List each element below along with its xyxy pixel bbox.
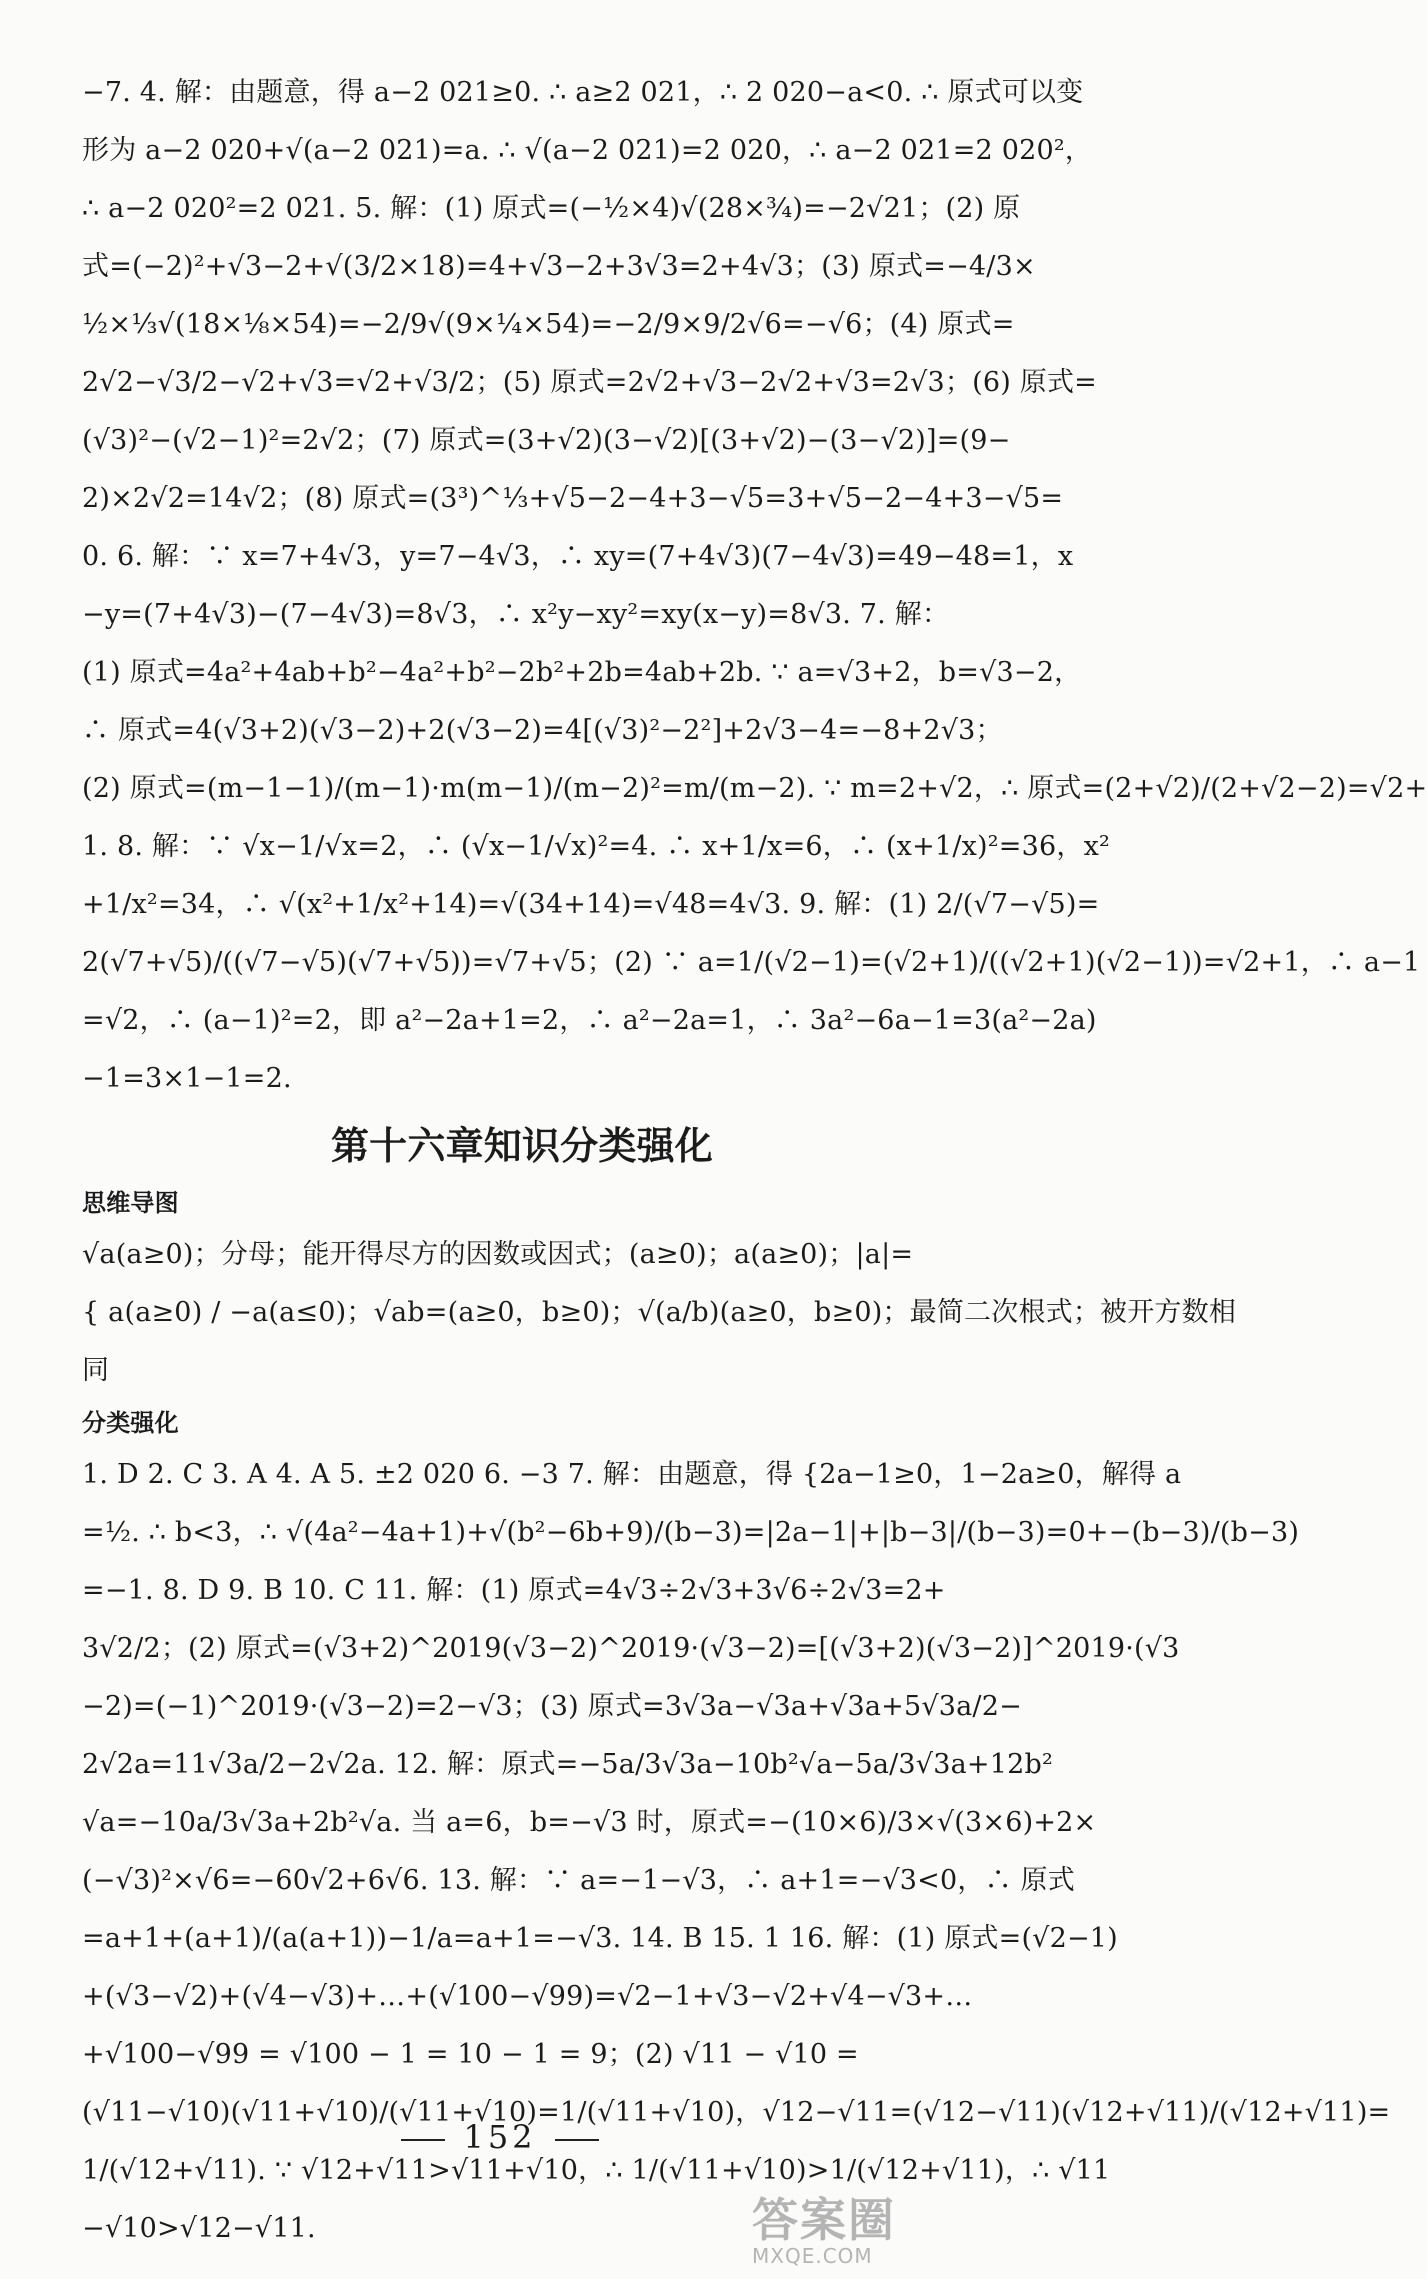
text-line: (√11−√10)(√11+√10)/(√11+√10)=1/(√11+√10)，√12−√11=(√12−√11)(√12+√11)/(√12+√11)= [82, 2097, 1391, 2128]
text-line: (−√3)²×√6=−60√2+6√6. 13. 解：∵ a=−1−√3，∴ a+1=−√3<0，∴ 原式 [82, 1865, 1075, 1896]
text-line: { a(a≥0) / −a(a≤0)；√ab=(a≥0，b≥0)；√(a/b)(a≥0，b≥0)；最简二次根式；被开方数相 [82, 1297, 1237, 1328]
text-line: (2) 原式=(m−1−1)/(m−1)·m(m−1)/(m−2)²=m/(m−2). ∵ m=2+√2，∴ 原式=(2+√2)/(2+√2−2)=√2+ [82, 773, 1427, 804]
text-line: √a(a≥0)；分母；能开得尽方的因数或因式；(a≥0)；a(a≥0)；|a|= [82, 1239, 914, 1270]
text-line: 2(√7+√5)/((√7−√5)(√7+√5))=√7+√5；(2) ∵ a=1/(√2−1)=(√2+1)/((√2+1)(√2−1))=√2+1，∴ a−1 [82, 947, 1421, 978]
text-line: ½×⅓√(18×⅛×54)=−2/9√(9×¼×54)=−2/9×9/2√6=−√6；(4) 原式= [82, 309, 1015, 340]
dash-right [555, 2139, 599, 2141]
text-line: (√3)²−(√2−1)²=2√2；(7) 原式=(3+√2)(3−√2)[(3+√2)−(3−√2)]=(9− [82, 425, 1011, 456]
text-line: 1. 8. 解：∵ √x−1/√x=2，∴ (√x−1/√x)²=4. ∴ x+1/x=6，∴ (x+1/x)²=36，x² [82, 831, 1111, 862]
classified-heading: 分类强化 [82, 1409, 179, 1437]
text-line: 1/(√12+√11). ∵ √12+√11>√11+√10，∴ 1/(√11+√10)>1/(√12+√11)，∴ √11 [82, 2155, 1111, 2186]
text-line: 3√2/2；(2) 原式=(√3+2)^2019(√3−2)^2019·(√3−2)=[(√3+2)(√3−2)]^2019·(√3 [82, 1633, 1180, 1664]
text-line: 形为 a−2 020+√(a−2 021)=a. ∴ √(a−2 021)=2 020，∴ a−2 021=2 020²， [82, 135, 1093, 166]
text-line: −2)=(−1)^2019·(√3−2)=2−√3；(3) 原式=3√3a−√3a+√3a+5√3a/2− [82, 1691, 1022, 1722]
text-line: 2√2a=11√3a/2−2√2a. 12. 解：原式=−5a/3√3a−10b²√a−5a/3√3a+12b² [82, 1749, 1053, 1780]
text-line: 式=(−2)²+√3−2+√(3/2×18)=4+√3−2+3√3=2+4√3；(3) 原式=−4/3× [82, 251, 1036, 282]
mind-map-section [82, 1180, 1237, 1400]
watermark-logo [752, 2193, 982, 2274]
watermark-logo-text: 答案圈 [752, 2193, 896, 2247]
text-line: √a=−10a/3√3a+2b²√a. 当 a=6，b=−√3 时，原式=−(10×6)/3×√(3×6)+2× [82, 1807, 1097, 1838]
page-number-text: 152 [463, 2118, 537, 2156]
watermark-url: MXQE.COM [752, 2244, 873, 2268]
text-line: (1) 原式=4a²+4ab+b²−4a²+b²−2b²+2b=4ab+2b. ∵ a=√3+2，b=√3−2， [82, 657, 1082, 688]
text-line: ∴ 原式=4(√3+2)(√3−2)+2(√3−2)=4[(√3)²−2²]+2√3−4=−8+2√3； [82, 715, 1003, 746]
text-line: 1. D 2. C 3. A 4. A 5. ±2 020 6. −3 7. 解：由题意，得 {2a−1≥0，1−2a≥0，解得 a [82, 1459, 1182, 1490]
text-line: =−1. 8. D 9. B 10. C 11. 解：(1) 原式=4√3÷2√3+3√6÷2√3=2+ [82, 1575, 946, 1606]
text-line: =√2，∴ (a−1)²=2，即 a²−2a+1=2，∴ a²−2a=1，∴ 3a²−6a−1=3(a²−2a) [82, 1005, 1097, 1036]
text-line: −1=3×1−1=2. [82, 1063, 292, 1094]
text-line: −7. 4. 解：由题意，得 a−2 021≥0. ∴ a≥2 021，∴ 2 020−a<0. ∴ 原式可以变 [82, 77, 1084, 108]
text-line: =a+1+(a+1)/(a(a+1))−1/a=a+1=−√3. 14. B 15. 1 16. 解：(1) 原式=(√2−1) [82, 1923, 1118, 1954]
text-line: ∴ a−2 020²=2 021. 5. 解：(1) 原式=(−½×4)√(28×¾)=−2√21；(2) 原 [82, 193, 1021, 224]
text-line: 2)×2√2=14√2；(8) 原式=(3³)^⅓+√5−2−4+3−√5=3+√5−2−4+3−√5= [82, 483, 1064, 514]
text-line: +√100−√99 = √100 − 1 = 10 − 1 = 9；(2) √11 − √10 = [82, 2039, 859, 2070]
text-line: 同 [82, 1355, 110, 1386]
page-content [82, 64, 1427, 2258]
text-line: 0. 6. 解：∵ x=7+4√3，y=7−4√3，∴ xy=(7+4√3)(7−4√3)=49−48=1，x [82, 541, 1074, 572]
text-line: −y=(7+4√3)−(7−4√3)=8√3，∴ x²y−xy²=xy(x−y)=8√3. 7. 解： [82, 599, 950, 630]
dash-left [401, 2139, 445, 2141]
page-number [0, 2118, 1000, 2156]
text-line: =½. ∴ b<3，∴ √(4a²−4a+1)+√(b²−6b+9)/(b−3)=|2a−1|+|b−3|/(b−3)=0+−(b−3)/(b−3) [82, 1517, 1300, 1548]
text-line: +1/x²=34，∴ √(x²+1/x²+14)=√(34+14)=√48=4√3. 9. 解：(1) 2/(√7−√5)= [82, 889, 1100, 920]
mind-map-heading: 思维导图 [82, 1189, 179, 1217]
text-line: −√10>√12−√11. [82, 2213, 316, 2244]
text-line: 2√2−√3/2−√2+√3=√2+√3/2；(5) 原式=2√2+√3−2√2+√3=2√3；(6) 原式= [82, 367, 1097, 398]
text-line: +(√3−√2)+(√4−√3)+…+(√100−√99)=√2−1+√3−√2+√4−√3+… [82, 1981, 973, 2012]
chapter-title: 第十六章知识分类强化 [330, 1124, 713, 1168]
solutions-continued [82, 64, 1427, 1108]
